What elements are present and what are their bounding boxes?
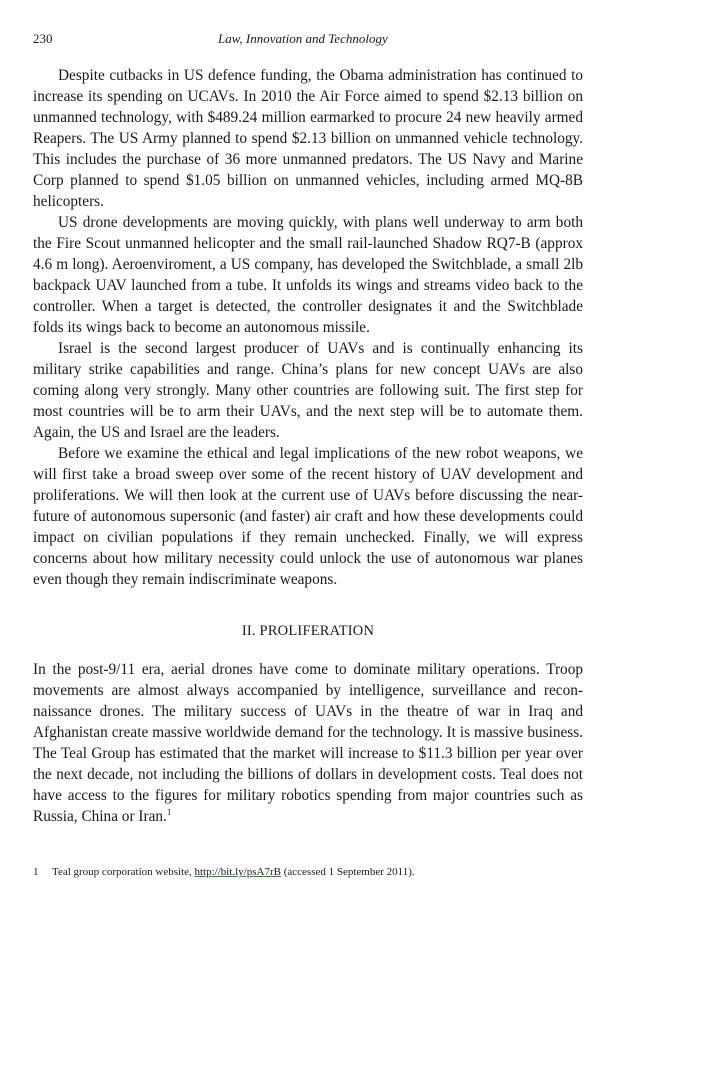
page-number: 230 [33, 31, 53, 46]
paragraph-text: In the post-9/11 era, aerial drones have come to dominate military operations. Troop movements are almost always accompanied by intelligence, surveillance and reconnaissance drones. The military success of UAVs in the theatre of war in Iraq and Afghanistan create massive worldwide demand for the technology. It is massive business. The Teal Group has estimated that the market will increase to $11.3 billion per year over the next decade, not including the billions of dollars in development costs. Teal does not have access to the figures for military robotics spending from major countries such as Russia, China or Iran. [33, 661, 583, 825]
intro-body [33, 65, 583, 590]
footnote [33, 866, 583, 878]
paragraph: Despite cutbacks in US defence funding, the Obama administration has continued to increase its spending on UCAVs. In 2010 the Air Force aimed to spend $2.13 billion on unmanned technology, with $489.24 million earmarked to procure 24 new heavily armed Reapers. The US Army planned to spend $2.13 billion on unmanned vehicle technology. This includes the purchase of 36 more unmanned predators. The US Navy and Marine Corp planned to spend $1.05 billion on unmanned vehicles, including armed MQ-8B helicopters. [33, 67, 583, 210]
footnote-ref[interactable]: 1 [166, 806, 172, 817]
footnote-number: 1 [33, 866, 39, 878]
paragraph: Before we examine the ethical and legal implications of the new robot weapons, we will first take a broad sweep over some of the recent history of UAV development and proliferations. We will then look at the current use of UAVs before discussing the near-future of autonomous supersonic (and faster) air craft and how these developments could impact on civilian populations if they remain unchecked. Finally, we will express concerns about how military necessity could unlock the use of autonomous war planes even though they remain indiscriminate weapons. [33, 445, 583, 588]
section-heading: II. PROLIFERATION [241, 623, 375, 639]
footnote-text-end: (accessed 1 September 2011). [280, 866, 415, 878]
running-header [33, 31, 583, 49]
paragraph: Israel is the second largest producer of UAVs and is continually enhancing its military strike capabilities and range. China’s plans for new concept UAVs are also coming along very strongly. Many other countries are following suit. The first step for most countries will be to arm their UAVs, and the next step will be to automate them. Again, the US and Israel are the leaders. [33, 340, 583, 441]
section-body [33, 659, 583, 827]
footnote-text: Teal group corporation website, [52, 866, 195, 878]
footnote-link[interactable]: http://bit.ly/psA7rB [194, 866, 281, 878]
paragraph: US drone developments are moving quickly, with plans well underway to arm both the Fire Scout unmanned helicopter and the small rail-launched Shadow RQ7-B (approx 4.6 m long). Aeroenviroment, a US company, has developed the Switchblade, a small 2lb backpack UAV launched from a tube. It unfolds its wings and streams video back to the controller. When a target is detected, the controller designates it and the Switchblade folds its wings back to become an autonomous missile. [33, 214, 583, 336]
paragraph [33, 659, 583, 827]
journal-title: Law, Innovation and Technology [218, 31, 388, 46]
